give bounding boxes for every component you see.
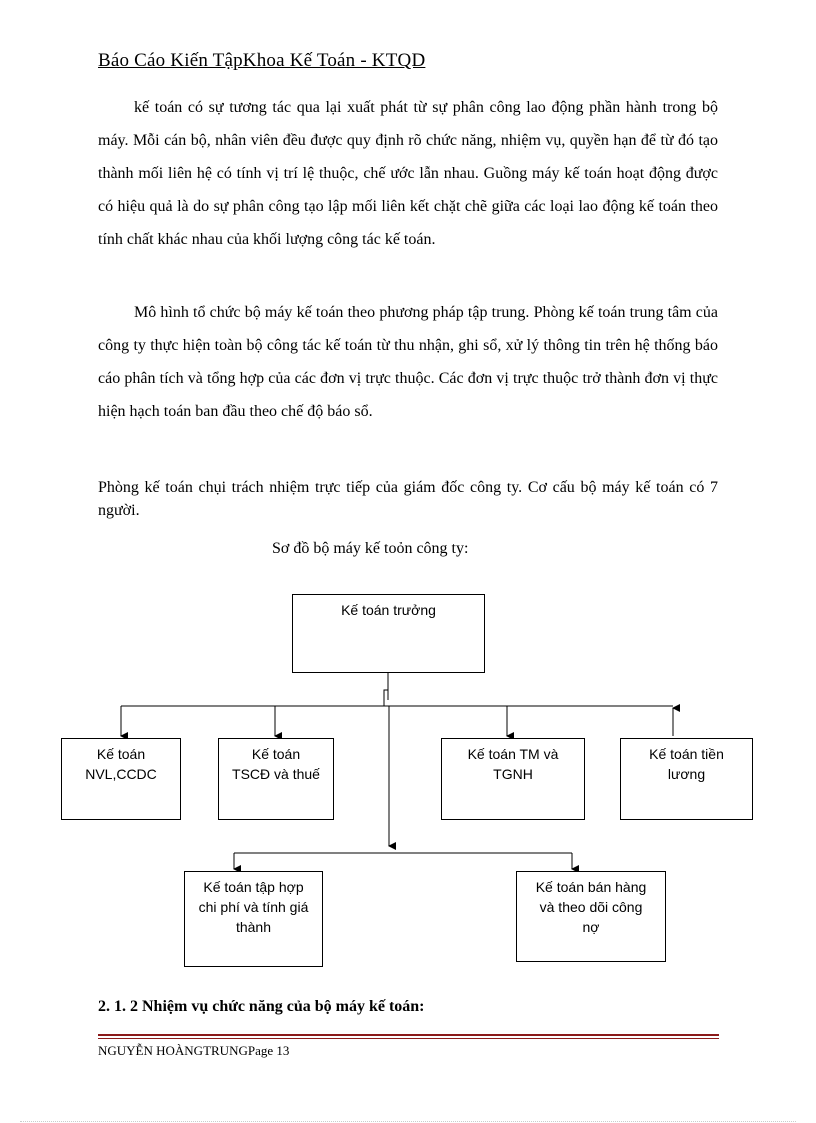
paragraph-2: Mô hình tổ chức bộ máy kế toán theo phương pháp tập trung. Phòng kế toán trung tâm của công ty thực hiện toàn bộ công tác kế toán từ thu nhận, ghi sổ, xử lý thông tin trên hệ thống báo cáo phân tích và tổng hợp của các đơn vị trực thuộc. Các đơn vị trực thuộc trở thành đơn vị thực hiện hạch toán ban đầu theo chế độ báo sổ. (98, 304, 718, 420)
box-sales-line2: và theo dõi công (539, 899, 643, 915)
page-bottom-divider (20, 1121, 796, 1122)
box-accountant-materials (61, 738, 181, 820)
box-sales-line3: nợ (582, 919, 600, 935)
box-nvl-line1: Kế toán (96, 746, 146, 762)
box-cost-line3: thành (235, 919, 272, 935)
box-accountant-salary (620, 738, 753, 820)
box-chief-accountant (292, 594, 485, 673)
page-header: Báo Cáo Kiến TậpKhoa Kế Toán - KTQD (98, 50, 426, 71)
paragraph-3: Phòng kế toán chụi trách nhiệm trực tiếp của giám đốc công ty. Cơ cấu bộ máy kế toán có 7 người. (98, 479, 718, 519)
footer-rule-thick (98, 1034, 719, 1036)
box-tscd-line1: Kế toán (251, 746, 301, 762)
page-footer: NGUYỄN HOÀNGTRUNGPage 13 (98, 1043, 290, 1058)
box-accountant-costing (184, 871, 323, 967)
box-tm-line2: TGNH (493, 766, 533, 782)
box-cost-line2: chi phí và tính giá (198, 899, 309, 915)
box-luong-line2: lương (667, 766, 706, 782)
box-nvl-line2: NVL,CCDC (85, 766, 157, 782)
section-heading: 2. 1. 2 Nhiệm vụ chức năng của bộ máy kế toán: (98, 998, 425, 1015)
paragraph-1: kế toán có sự tương tác qua lại xuất phát từ sự phân công lao động phần hành trong bộ máy. Mỗi cán bộ, nhân viên đều được quy định rõ chức năng, nhiệm vụ, quyền hạn để từ đó tạo thành mối liên hệ có tính vị trí lệ thuộc, chế ước lẫn nhau. Guồng máy kế toán hoạt động được có hiệu quả là do sự phân công tạo lập mối liên kết chặt chẽ giữa các loại lao động kế toán theo tính chất khác nhau của khối lượng công tác kế toán. (98, 99, 718, 248)
box-chief-label: Kế toán trưởng (341, 602, 436, 618)
connector-chief-down (384, 673, 388, 706)
box-luong-line1: Kế toán tiền (649, 746, 724, 762)
box-tm-line1: Kế toán TM và (467, 746, 559, 762)
box-accountant-fixed-assets (218, 738, 334, 820)
diagram-caption: Sơ đồ bộ máy kế toỏn công ty: (272, 540, 469, 557)
box-cost-line1: Kế toán tập hợp (203, 879, 304, 895)
footer-rule-thin (98, 1038, 719, 1039)
box-accountant-cash (441, 738, 585, 820)
box-accountant-sales (516, 871, 666, 962)
box-tscd-line2: TSCĐ và thuế (232, 766, 320, 782)
box-sales-line1: Kế toán bán hàng (535, 879, 647, 895)
